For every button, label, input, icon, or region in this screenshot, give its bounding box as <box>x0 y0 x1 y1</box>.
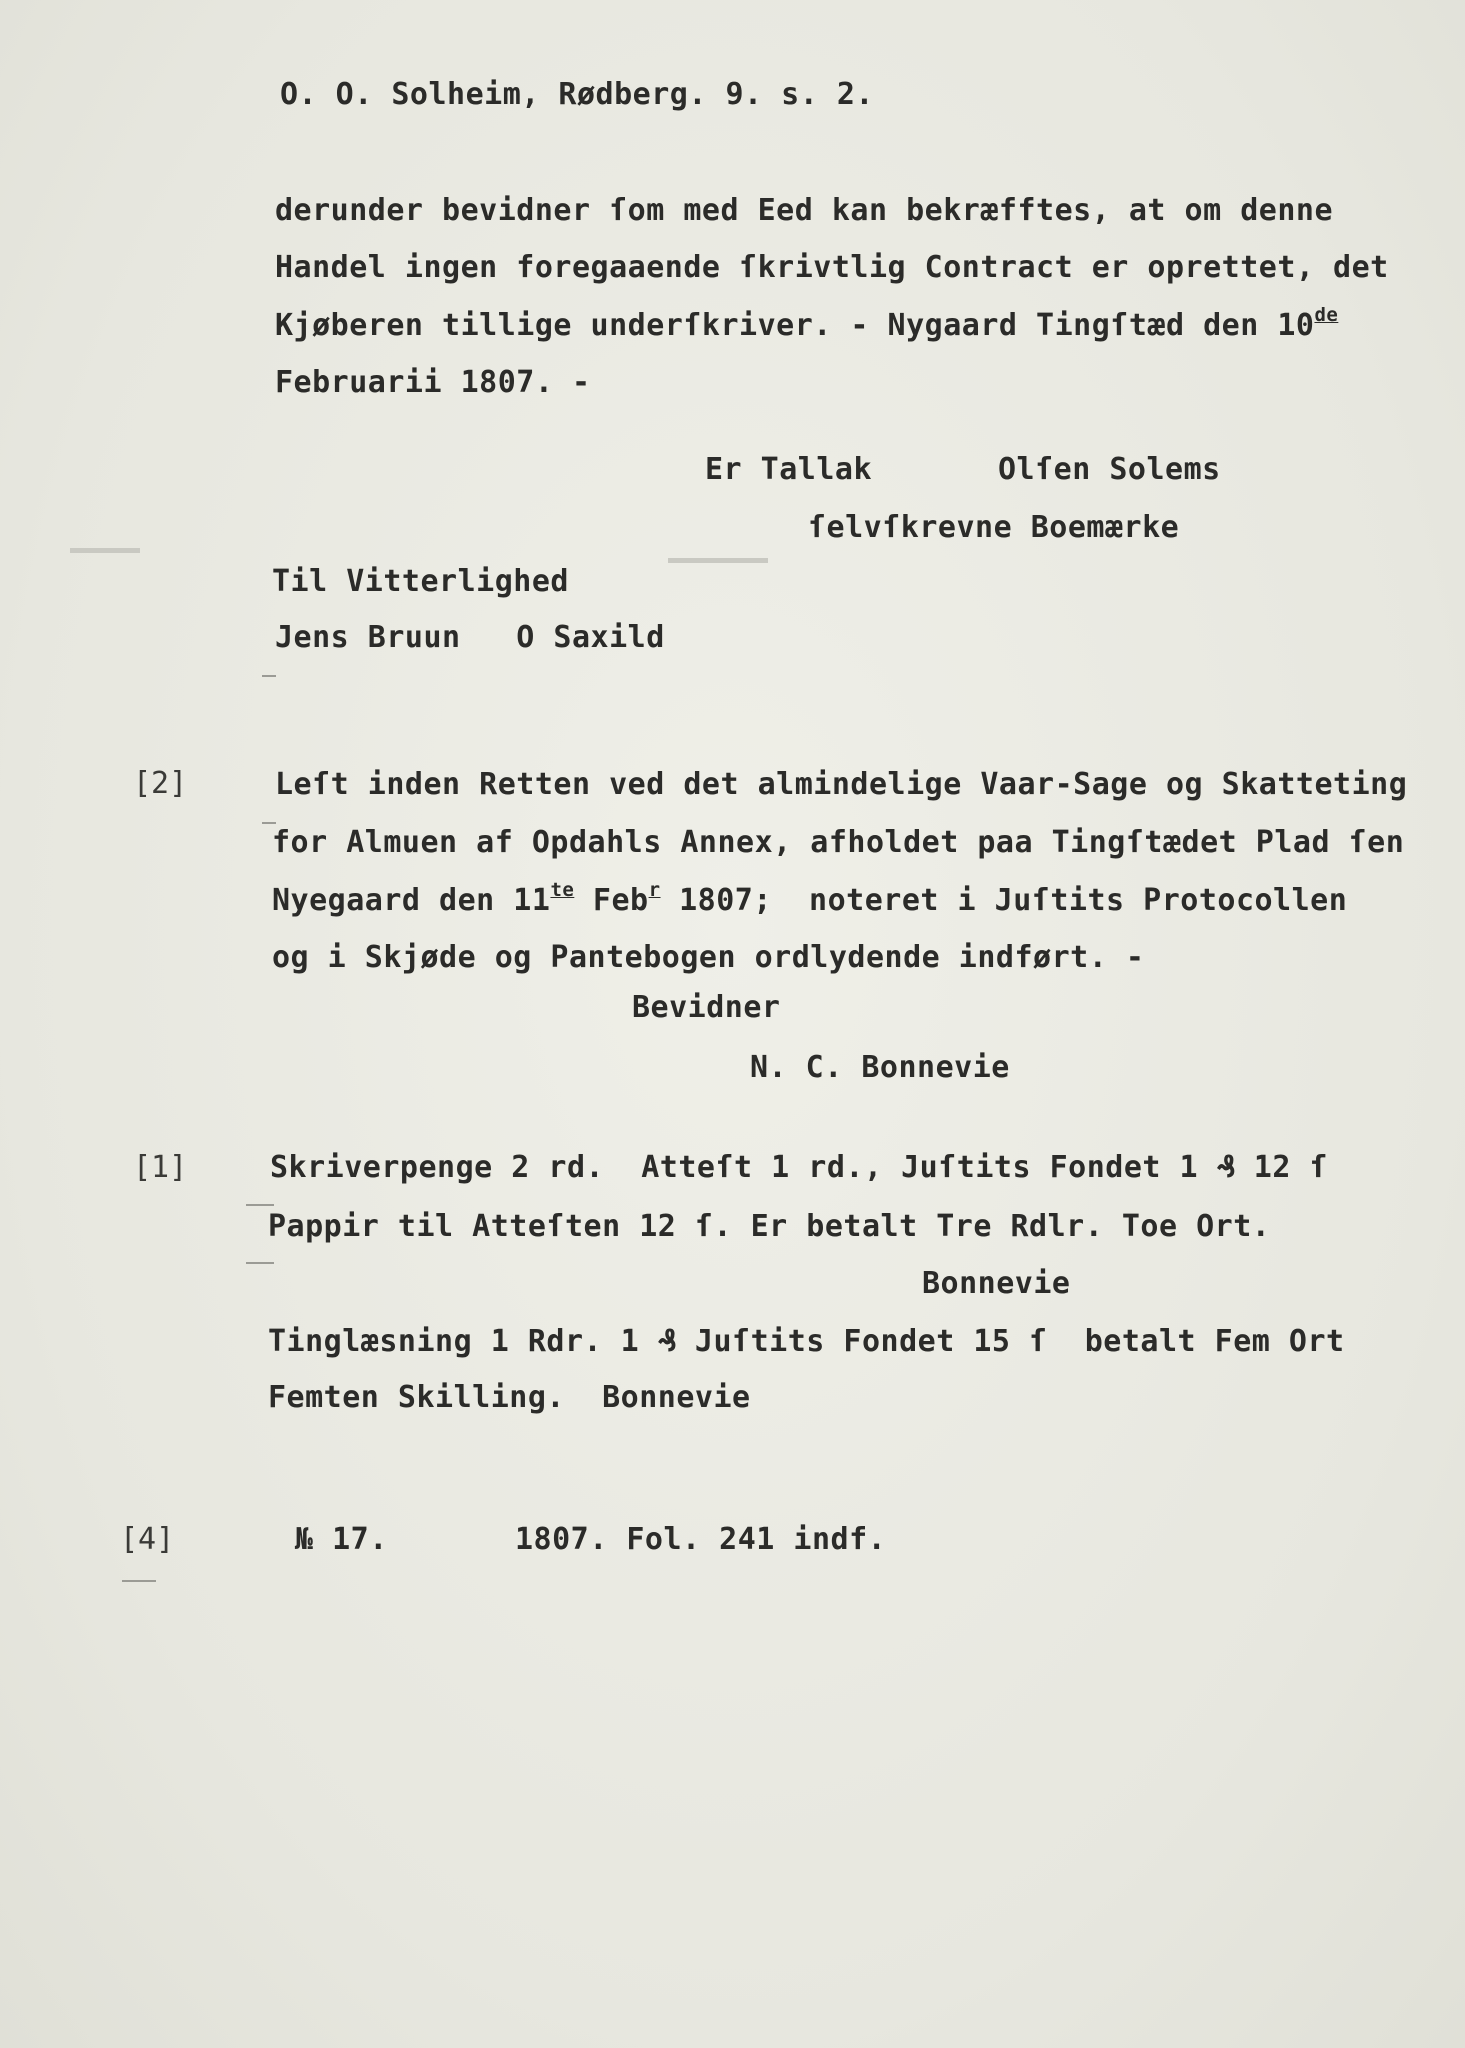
divider <box>122 1580 156 1582</box>
header-reference: O. O. Solheim, Rødberg. 9. s. 2. <box>280 77 874 112</box>
section-2-line-3-c: 1807; noteret i Juſtits Protocollen <box>660 883 1348 918</box>
section-2-line-3-a: Nyegaard den 11 <box>272 883 551 918</box>
section-2-line-2: for Almuen af Opdahls Annex, afholdet paa Tingſtædet Plad ſen <box>272 825 1405 860</box>
section-2-line-1: Leſt inden Retten ved det almindelige Vaar-Sage og Skatteting <box>275 767 1408 802</box>
deed-line-4: Februarii 1807. - <box>275 365 591 400</box>
deed-line-3 <box>275 304 1339 344</box>
section-1-line-2: Pappir til Atteſten 12 ſ. Er betalt Tre Rdlr. Toe Ort. <box>268 1209 1271 1244</box>
divider <box>262 675 276 677</box>
divider <box>262 822 276 824</box>
section-2-line-4: og i Skjøde og Pantebogen ordlydende indført. - <box>272 940 1145 975</box>
witness-heading: Til Vitterlighed <box>272 564 569 599</box>
section-4-number: № 17. <box>295 1522 388 1557</box>
margin-mark <box>70 548 140 553</box>
section-1-line-4: Femten Skilling. Bonnevie <box>268 1380 751 1415</box>
divider <box>246 1204 274 1206</box>
section-2-line-3-b: Feb <box>574 883 649 918</box>
signature-mark: ſelvſkrevne Boemærke <box>808 510 1180 545</box>
deed-line-1: derunder bevidner ſom med Eed kan bekræfftes, at om denne <box>275 193 1334 228</box>
section-2-line-3 <box>272 879 1348 919</box>
signature-name-left: Er Tallak <box>705 452 873 487</box>
section-1-line-3: Tinglæsning 1 Rdr. 1 ₰ Juſtits Fondet 15 ſ betalt Fem Ort <box>268 1324 1345 1359</box>
margin-mark <box>668 558 768 563</box>
divider <box>246 1262 274 1264</box>
section-2-sup-1: te <box>550 879 575 901</box>
witness-names: Jens Bruun O Saxild <box>275 620 665 655</box>
section-1-line-1: Skriverpenge 2 rd. Atteſt 1 rd., Juſtits Fondet 1 ₰ 12 ſ <box>270 1150 1329 1185</box>
section-4-folio: 1807. Fol. 241 indf. <box>515 1522 887 1557</box>
section-2-marker: [2] <box>133 766 188 801</box>
section-1-signer: Bonnevie <box>922 1266 1071 1301</box>
deed-date-sup: de <box>1314 304 1339 326</box>
section-2-signer: N. C. Bonnevie <box>750 1050 1010 1085</box>
section-4-marker: [4] <box>120 1522 175 1557</box>
signature-name-right: Olſen Solems <box>998 452 1221 487</box>
section-2-bevidner: Bevidner <box>632 990 781 1025</box>
deed-line-2: Handel ingen foregaaende ſkrivtlig Contract er oprettet, det <box>275 250 1389 285</box>
deed-line-3-text: Kjøberen tillige underſkriver. - Nygaard Tingſtæd den 10 <box>275 308 1315 343</box>
section-2-sup-2: r <box>648 879 661 901</box>
section-1-marker: [1] <box>133 1150 188 1185</box>
